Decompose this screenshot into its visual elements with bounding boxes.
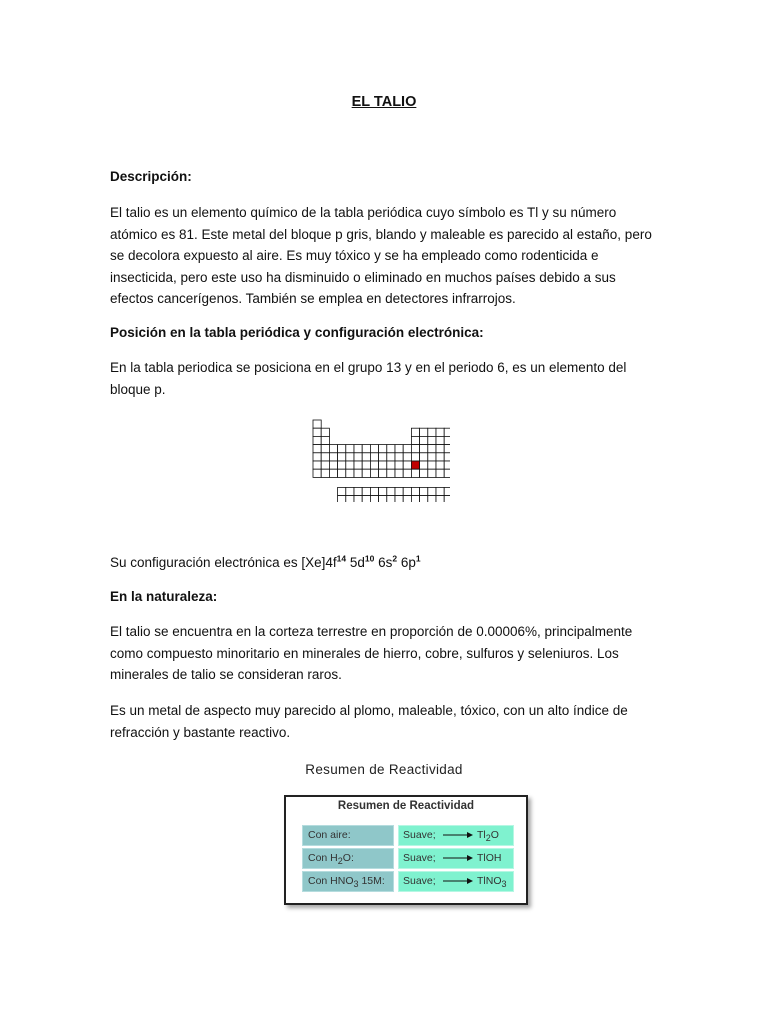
reactivity-caption: Resumen de Reactividad xyxy=(305,762,463,777)
f-block-cell xyxy=(444,496,450,502)
element-cell xyxy=(338,445,346,453)
config-exponent: 2 xyxy=(392,553,398,564)
element-cell xyxy=(403,461,411,469)
reagent-cell xyxy=(302,848,394,869)
element-cell xyxy=(329,469,337,477)
f-block-cell xyxy=(436,487,444,495)
element-cell xyxy=(362,461,370,469)
configuration-text: 5d xyxy=(346,555,365,570)
reactivity-table-title: Resumen de Reactividad xyxy=(337,800,475,812)
product-subscript: 3 xyxy=(501,879,507,890)
element-cell xyxy=(362,469,370,477)
element-cell xyxy=(338,461,346,469)
element-cell xyxy=(346,469,354,477)
element-cell xyxy=(346,453,354,461)
element-cell xyxy=(428,428,436,436)
element-cell xyxy=(436,436,444,444)
f-block-cell xyxy=(444,487,450,495)
f-block-cell xyxy=(362,487,370,495)
configuration-text: 6p xyxy=(397,555,416,570)
element-cell xyxy=(403,453,411,461)
result-cell xyxy=(398,825,514,846)
f-block-cell xyxy=(387,487,395,495)
product-text xyxy=(477,829,499,844)
element-cell xyxy=(444,461,450,469)
reagent-text: O: xyxy=(342,852,354,864)
element-cell xyxy=(395,461,403,469)
element-cell xyxy=(338,453,346,461)
element-cell xyxy=(379,445,387,453)
element-cell xyxy=(436,453,444,461)
element-cell xyxy=(362,453,370,461)
element-cell xyxy=(321,428,329,436)
element-cell xyxy=(420,428,428,436)
element-cell xyxy=(354,445,362,453)
position-text: En la tabla periodica se posiciona en el grupo 13 y en el periodo 6, es un elemento del bloque p. xyxy=(110,360,627,397)
element-cell xyxy=(387,461,395,469)
element-cell xyxy=(321,453,329,461)
f-block-cell xyxy=(403,487,411,495)
result-text: Suave; xyxy=(403,875,436,887)
element-cell xyxy=(420,453,428,461)
element-cell xyxy=(313,436,321,444)
element-cell xyxy=(444,469,450,477)
right-arrow-icon xyxy=(443,831,473,839)
element-cell xyxy=(362,445,370,453)
f-block-cell xyxy=(338,487,346,495)
f-block-cell xyxy=(420,496,428,502)
element-cell xyxy=(313,420,321,428)
f-block-cell xyxy=(387,496,395,502)
element-cell xyxy=(387,453,395,461)
element-cell xyxy=(420,469,428,477)
element-cell xyxy=(436,469,444,477)
position-heading: Posición en la tabla periódica y configuración electrónica: xyxy=(110,325,484,340)
config-exponent: 1 xyxy=(415,553,421,564)
element-cell xyxy=(411,469,419,477)
f-block-cell xyxy=(379,487,387,495)
reagent-text: Con H xyxy=(308,852,338,864)
f-block-cell xyxy=(346,487,354,495)
reactivity-table xyxy=(284,795,528,905)
result-text: Suave; xyxy=(403,829,436,841)
element-cell xyxy=(428,436,436,444)
configuration-text: 6s xyxy=(374,555,393,570)
element-cell xyxy=(338,469,346,477)
element-cell xyxy=(346,445,354,453)
product-text xyxy=(477,875,507,890)
nature-text-1: El talio se encuentra en la corteza terrestre en proporción de 0.00006%, principalmente como compuesto minoritario en minerales de hierro, cobre, sulfuros y seleniuros. Los minerales de talio se consideran raros. xyxy=(110,624,633,682)
element-cell xyxy=(411,428,419,436)
f-block-cell xyxy=(436,496,444,502)
element-cell xyxy=(370,469,378,477)
element-cell xyxy=(420,436,428,444)
element-cell xyxy=(444,453,450,461)
right-arrow-icon xyxy=(443,877,473,885)
f-block-cell xyxy=(354,496,362,502)
element-cell xyxy=(313,445,321,453)
product-formula: Tl xyxy=(477,829,486,841)
configuration-line xyxy=(110,552,655,574)
element-cell xyxy=(444,428,450,436)
element-cell xyxy=(387,469,395,477)
f-block-cell xyxy=(428,487,436,495)
element-cell xyxy=(321,461,329,469)
element-cell xyxy=(321,469,329,477)
f-block-cell xyxy=(362,496,370,502)
result-cell xyxy=(398,848,514,869)
element-cell xyxy=(436,445,444,453)
element-cell xyxy=(329,461,337,469)
f-block-cell xyxy=(420,487,428,495)
element-cell xyxy=(395,469,403,477)
description-heading: Descripción: xyxy=(110,169,192,184)
product-formula: TlOH xyxy=(477,852,502,864)
element-cell xyxy=(403,445,411,453)
f-block-cell xyxy=(411,496,419,502)
element-cell xyxy=(313,469,321,477)
element-cell xyxy=(387,445,395,453)
product-text xyxy=(477,852,502,864)
f-block-cell xyxy=(370,496,378,502)
element-cell xyxy=(411,445,419,453)
element-cell xyxy=(354,469,362,477)
f-block-cell xyxy=(354,487,362,495)
element-cell xyxy=(428,453,436,461)
element-cell xyxy=(379,461,387,469)
f-block-cell xyxy=(379,496,387,502)
element-cell xyxy=(313,453,321,461)
f-block-cell xyxy=(346,496,354,502)
configuration-text: Su configuración electrónica es [Xe]4f xyxy=(110,555,337,570)
nature-text-2: Es un metal de aspecto muy parecido al plomo, maleable, tóxico, con un alto índice de refracción y bastante reactivo. xyxy=(110,703,628,740)
element-cell xyxy=(313,461,321,469)
element-cell xyxy=(395,453,403,461)
result-cell xyxy=(398,871,514,892)
config-exponent: 14 xyxy=(336,553,347,564)
element-cell xyxy=(420,445,428,453)
element-cell xyxy=(370,461,378,469)
f-block-cell xyxy=(395,487,403,495)
reagent-text: Con aire: xyxy=(308,829,351,841)
element-cell xyxy=(354,461,362,469)
right-arrow-icon xyxy=(443,854,473,862)
periodic-table-diagram xyxy=(310,418,450,502)
element-cell xyxy=(321,436,329,444)
description-text: El talio es un elemento químico de la tabla periódica cuyo símbolo es Tl y su número atómico es 81. Este metal del bloque p gris, blando y maleable es parecido al estaño, pero se decolora expuesto al aire. Es muy tóxico y se ha empleado como rodenticida e insecticida, pero este uso ha disminuido o eliminado en muchos países debido a sus efectos cancerígenos. También se emplea en detectores infrarrojos. xyxy=(110,205,652,306)
element-cell xyxy=(370,453,378,461)
element-cell xyxy=(428,445,436,453)
element-cell xyxy=(411,453,419,461)
product-formula: O xyxy=(490,829,499,841)
element-cell xyxy=(444,445,450,453)
element-cell xyxy=(346,461,354,469)
element-cell xyxy=(354,453,362,461)
f-block-cell xyxy=(403,496,411,502)
thallium-cell xyxy=(411,461,419,469)
element-cell xyxy=(329,445,337,453)
f-block-cell xyxy=(411,487,419,495)
element-cell xyxy=(379,453,387,461)
element-cell xyxy=(436,428,444,436)
element-cell xyxy=(370,445,378,453)
element-cell xyxy=(395,445,403,453)
reagent-text: Con HNO xyxy=(308,875,354,887)
product-subscript: 2 xyxy=(485,833,491,844)
element-cell xyxy=(379,469,387,477)
config-exponent: 10 xyxy=(364,553,375,564)
element-cell xyxy=(321,445,329,453)
element-cell xyxy=(428,469,436,477)
f-block-cell xyxy=(428,496,436,502)
element-cell xyxy=(420,461,428,469)
reagent-subscript: 3 xyxy=(353,879,359,890)
result-text: Suave; xyxy=(403,852,436,864)
f-block-cell xyxy=(395,496,403,502)
element-cell xyxy=(444,436,450,444)
element-cell xyxy=(411,436,419,444)
page-title: EL TALIO xyxy=(351,94,417,110)
element-cell xyxy=(428,461,436,469)
nature-heading: En la naturaleza: xyxy=(110,589,218,604)
element-cell xyxy=(329,453,337,461)
element-cell xyxy=(403,469,411,477)
f-block-cell xyxy=(370,487,378,495)
reagent-text: 15M: xyxy=(358,875,385,887)
product-formula: TlNO xyxy=(477,875,502,887)
reagent-cell xyxy=(302,871,394,892)
f-block-cell xyxy=(338,496,346,502)
reagent-subscript: 2 xyxy=(337,856,343,867)
element-cell xyxy=(313,428,321,436)
reagent-cell xyxy=(302,825,394,846)
element-cell xyxy=(436,461,444,469)
